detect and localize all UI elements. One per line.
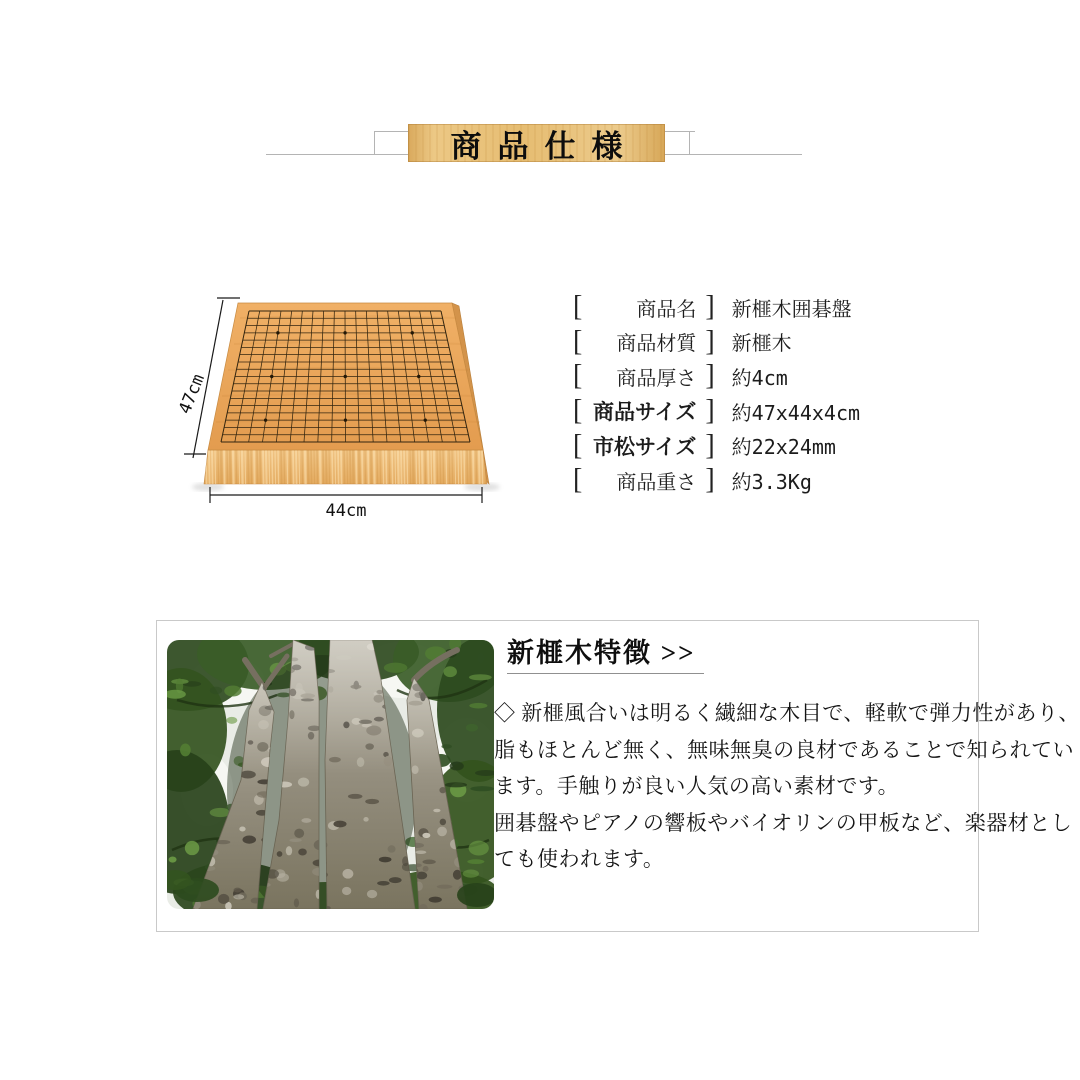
spec-row xyxy=(573,428,860,463)
feature-text-line: ◇ 新榧風合いは明るく繊細な木目で、軽軟で弾力性があり、 xyxy=(494,701,1080,725)
divider-tick-right xyxy=(689,131,690,155)
bracket-close-icon: ] xyxy=(705,359,715,393)
feature-heading: 新榧木特徴 >> xyxy=(507,638,696,668)
spec-label: 商品サイズ xyxy=(593,401,697,425)
bracket-open-icon: [ xyxy=(573,463,583,497)
bracket-close-icon: ] xyxy=(705,428,715,462)
divider-tick-left xyxy=(374,131,375,155)
bracket-close-icon: ] xyxy=(705,290,715,324)
width-dimension-label: 44cm xyxy=(325,501,367,521)
section-title-banner xyxy=(408,124,665,162)
bracket-close-icon: ] xyxy=(705,463,715,497)
feature-text-line: 囲碁盤やピアノの響板やバイオリンの甲板など、楽器材とし xyxy=(494,810,1073,835)
spec-row xyxy=(573,394,860,429)
divider-line-top-left xyxy=(374,131,409,132)
tree-photo-art xyxy=(167,640,494,909)
spec-value: 新榧木囲碁盤 xyxy=(731,298,852,321)
spec-value: 新榧木 xyxy=(731,333,792,356)
spec-value: 約3.3Kg xyxy=(731,469,812,494)
go-board-image xyxy=(170,278,540,528)
bracket-open-icon: [ xyxy=(573,325,583,358)
section-title: 商品仕様 xyxy=(450,128,639,164)
bracket-close-icon: ] xyxy=(705,325,715,358)
bracket-close-icon: ] xyxy=(705,394,715,427)
spec-row xyxy=(573,463,860,498)
spec-row xyxy=(573,290,860,325)
feature-text-line: ます。手触りが良い人気の高い素材です。 xyxy=(494,774,900,799)
bracket-open-icon: [ xyxy=(573,428,583,462)
tree-photo xyxy=(167,640,494,909)
spec-list xyxy=(573,290,860,498)
spec-value: 約4cm xyxy=(731,365,788,390)
spec-label: 商品重さ xyxy=(616,471,697,494)
bracket-open-icon: [ xyxy=(573,359,583,393)
feature-section xyxy=(156,620,1080,932)
feature-text-line: 脂もほとんど無く、無味無臭の良材であることで知られてい xyxy=(494,737,1075,762)
bracket-open-icon: [ xyxy=(573,394,583,427)
spec-label: 商品名 xyxy=(636,298,697,321)
feature-text xyxy=(494,695,1080,878)
bracket-open-icon: [ xyxy=(573,290,583,324)
spec-label: 商品材質 xyxy=(616,333,697,356)
board-front-face xyxy=(204,450,487,484)
spec-label: 商品厚さ xyxy=(616,367,697,390)
spec-row xyxy=(573,359,860,394)
spec-label: 市松サイズ xyxy=(593,435,697,459)
divider-line-top-right xyxy=(664,131,695,132)
spec-row xyxy=(573,325,860,360)
feature-text-line: ても使われます。 xyxy=(494,847,665,872)
spec-value: 約22x24mm xyxy=(731,435,836,460)
feature-heading-underline xyxy=(507,673,704,674)
spec-value: 約47x44x4cm xyxy=(731,400,861,425)
height-dimension-label: 47cm xyxy=(175,371,209,417)
